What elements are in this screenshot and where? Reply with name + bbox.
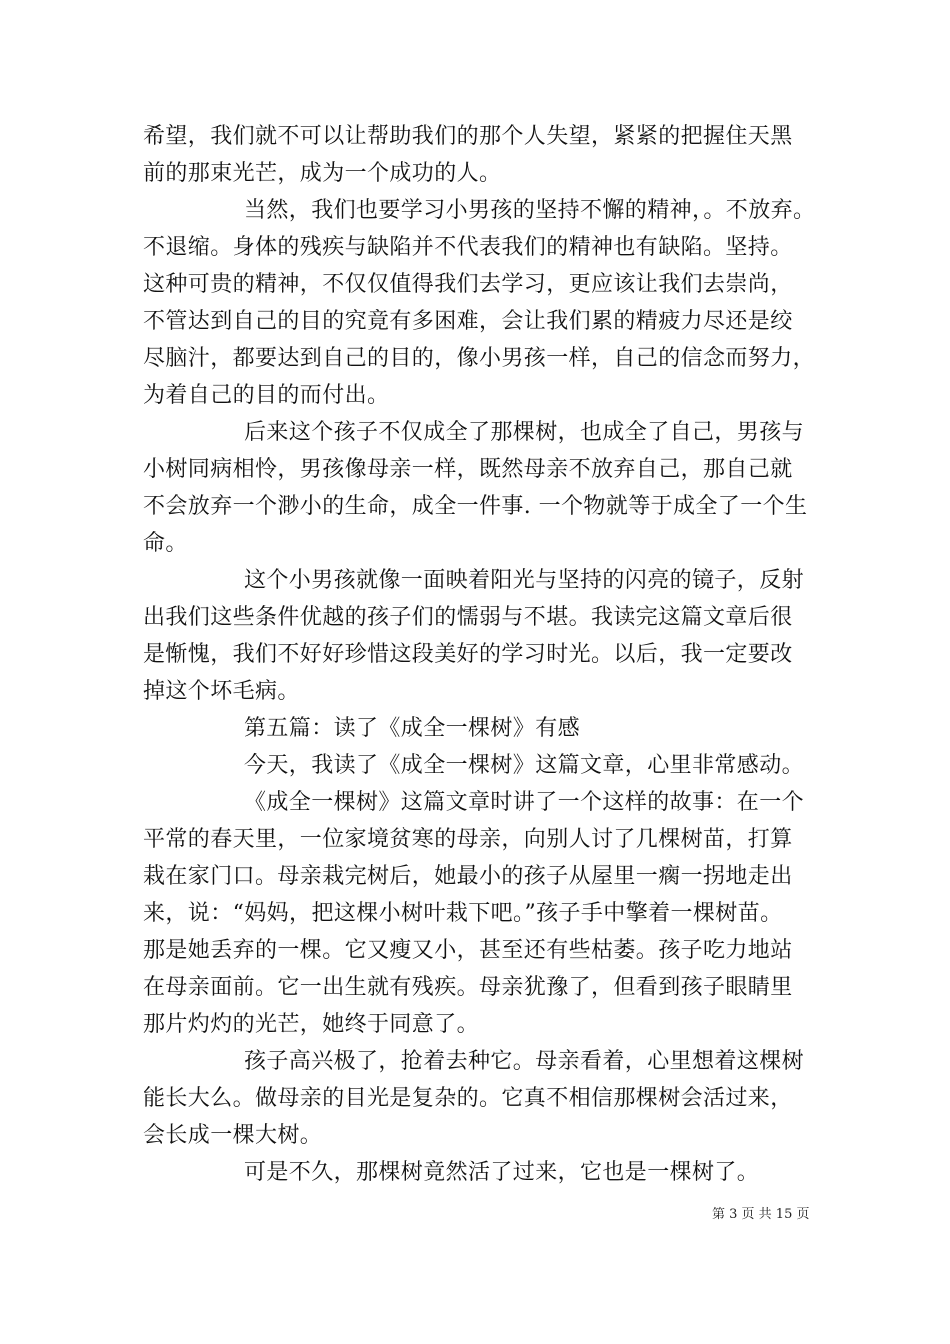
- text-line: 能长大么。做母亲的目光是复杂的。它真不相信那棵树会活过来，: [143, 1086, 793, 1111]
- text-line: 前的那束光芒，成为一个成功的人。: [143, 161, 502, 186]
- text-line: 不退缩。身体的残疾与缺陷并不代表我们的精神也有缺陷。坚持。: [143, 235, 793, 260]
- text-line: 来，说：“妈妈，把这棵小树叶栽下吧。”孩子手中擎着一棵树苗。: [143, 901, 783, 926]
- page-number: 第 3 页 共 15 页: [712, 1207, 810, 1222]
- text-line: 那是她丢弃的一棵。它又瘦又小，甚至还有些枯萎。孩子吃力地站: [143, 938, 793, 963]
- text-line: 为着自己的目的而付出。: [143, 383, 390, 408]
- text-line: 平常的春天里，一位家境贫寒的母亲，向别人讨了几棵树苗，打算: [143, 827, 793, 852]
- text-line: 不管达到自己的目的究竟有多困难，会让我们累的精疲力尽还是绞: [143, 309, 793, 334]
- text-line: 掉这个坏毛病。: [143, 679, 300, 704]
- text-line: 不会放弃一个渺小的生命，成全一件事. 一个物就等于成全了一个生: [143, 494, 808, 519]
- text-line: 希望，我们就不可以让帮助我们的那个人失望，紧紧的把握住天黑: [143, 124, 793, 149]
- text-line: 小树同病相怜，男孩像母亲一样，既然母亲不放弃自己，那自己就: [143, 457, 793, 482]
- section-heading: 第五篇：读了《成全一棵树》有感: [244, 716, 581, 741]
- text-line: 《成全一棵树》这篇文章时讲了一个这样的故事：在一个: [244, 790, 805, 815]
- text-line: 孩子高兴极了，抢着去种它。母亲看着，心里想着这棵树: [244, 1049, 805, 1074]
- text-line: 命。: [143, 531, 188, 556]
- text-line: 后来这个孩子不仅成全了那棵树，也成全了自己，男孩与: [244, 420, 805, 445]
- text-line: 这种可贵的精神，不仅仅值得我们去学习，更应该让我们去崇尚，: [143, 272, 793, 297]
- text-line: 今天，我读了《成全一棵树》这篇文章，心里非常感动。: [244, 753, 805, 778]
- text-line: 栽在家门口。母亲栽完树后，她最小的孩子从屋里一瘸一拐地走出: [143, 864, 793, 889]
- text-line: 那片灼灼的光芒，她终于同意了。: [143, 1012, 480, 1037]
- text-line: 是惭愧，我们不好好珍惜这段美好的学习时光。以后，我一定要改: [143, 642, 793, 667]
- text-line: 会长成一棵大树。: [143, 1123, 323, 1148]
- text-line: 尽脑汁，都要达到自己的目的，像小男孩一样，自己的信念而努力，: [143, 346, 816, 371]
- text-line: 在母亲面前。它一出生就有残疾。母亲犹豫了，但看到孩子眼睛里: [143, 975, 793, 1000]
- text-line: 可是不久，那棵树竟然活了过来，它也是一棵树了。: [244, 1160, 760, 1185]
- text-line: 出我们这些条件优越的孩子们的懦弱与不堪。我读完这篇文章后很: [143, 605, 793, 630]
- body-text: [143, 118, 816, 1191]
- text-line: 这个小男孩就像一面映着阳光与坚持的闪亮的镜子，反射: [244, 568, 805, 593]
- text-line: 当然，我们也要学习小男孩的坚持不懈的精神，。不放弃。: [244, 198, 816, 223]
